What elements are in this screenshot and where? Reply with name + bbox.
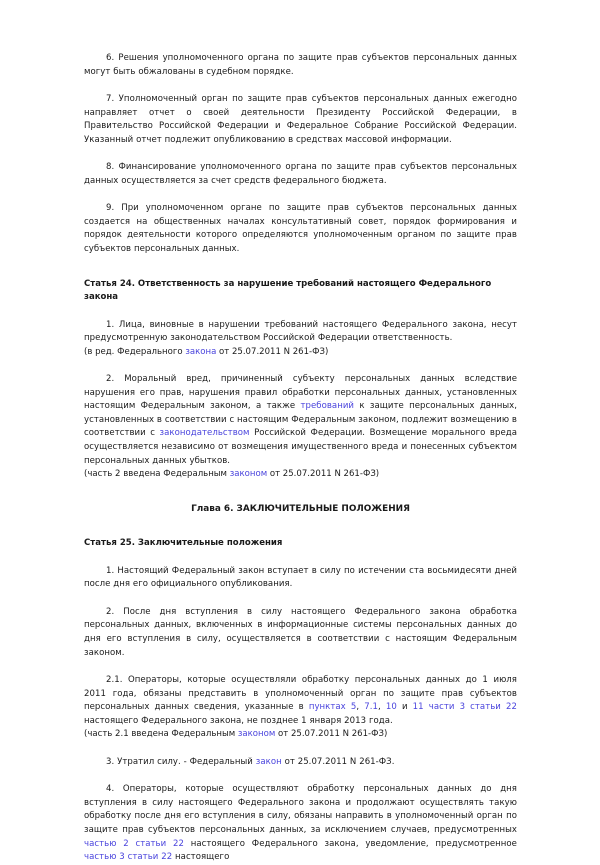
article-25-paragraph-2: 2. После дня вступления в силу настоящего Федерального закона обработка персональных данных, включенных в информационные системы персональных данных до дня его вступления в силу, осуществляется в соответствии с настоящим Федеральным законом.: [84, 606, 517, 658]
paragraph-6: 6. Решения уполномоченного органа по защите прав субъектов персональных данных могут быть обжалованы в судебном порядке.: [84, 53, 517, 77]
link-chastyu-3-stati-22[interactable]: частью 3 статьи 22: [84, 852, 173, 863]
article-25-paragraph-1: 1. Настоящий Федеральный закон вступает в силу по истечении ста восьмидесяти дней после дня его официального опубликования.: [84, 565, 517, 590]
article-24-paragraph-2-amendment-note: [84, 468, 517, 482]
a25-p21-separator-3: и: [396, 702, 413, 713]
amendment-note-prefix: (часть 2 введена Федеральным: [84, 469, 230, 480]
link-chastyu-2-stati-22[interactable]: частью 2 статьи 22: [84, 838, 184, 849]
a24-p2-segment-2: к защите персональных данных, установленных в соответствии с настоящим Федеральным законом, подлежит возмещению в соответствии с: [84, 401, 517, 439]
link-zakona-261fz[interactable]: закона: [185, 346, 217, 357]
a25-p3-prefix: 3. Утратил силу. - Федеральный: [106, 756, 256, 767]
heading-spacer: [84, 530, 517, 537]
link-zakonom-261fz[interactable]: законом: [237, 729, 276, 740]
link-zakon-261fz[interactable]: закон: [255, 756, 282, 767]
amendment-note-suffix: от 25.07.2011 N 261-ФЗ): [216, 346, 329, 357]
amendment-note-suffix: от 25.07.2011 N 261-ФЗ): [275, 729, 388, 740]
link-punkt-10[interactable]: 10: [385, 702, 397, 713]
a25-p3-suffix: от 25.07.2011 N 261-ФЗ.: [281, 756, 395, 767]
article-25-paragraph-3: [84, 756, 517, 770]
article-25-heading: Статья 25. Заключительные положения: [84, 538, 283, 549]
article-24-paragraph-1: 1. Лица, виновные в нарушении требований настоящего Федерального закона, несут предусмотренную законодательством Российской Федерации ответственность.: [84, 319, 517, 344]
a24-p2-segment-3: Российской Федерации. Возмещение морального вреда осуществляется независимо от возмещения имущественного вреда и понесенных субъектом персональных данных убытков.: [84, 428, 517, 466]
amendment-note-prefix: (в ред. Федерального: [84, 346, 186, 357]
section-spacer: [84, 271, 517, 278]
paragraph-7: 7. Уполномоченный орган по защите прав субъектов персональных данных ежегодно направляет отчет о своей деятельности Президенту Российской Федерации, в Правительство Российской Федерации и Федеральное Собрание Российской Федерации. Указанный отчет подлежит опубликованию в средствах массовой информации.: [84, 94, 517, 145]
amendment-note-suffix: от 25.07.2011 N 261-ФЗ): [267, 469, 380, 480]
link-trebovaniy[interactable]: требований: [300, 401, 355, 412]
link-punkt-7-1[interactable]: 7.1: [364, 702, 378, 713]
article-24-paragraph-1-amendment-note: [84, 346, 517, 360]
a25-p21-separator-1: ,: [356, 702, 365, 713]
link-zakonom-261fz[interactable]: законом: [229, 469, 268, 480]
link-punkt-11-chasti-3-stati-22[interactable]: 11 части 3 статьи 22: [412, 702, 517, 713]
paragraph-8: 8. Финансирование уполномоченного органа по защите прав субъектов персональных данных осуществляется за счет средств федерального бюджета.: [84, 162, 517, 186]
link-punkt-5[interactable]: пунктах 5: [308, 702, 357, 713]
amendment-note-prefix: (часть 2.1 введена Федеральным: [84, 729, 238, 740]
document-body: [84, 52, 517, 865]
a24-p2-segment-1: 2. Моральный вред, причиненный субъекту персональных данных вследствие нарушения его прав, нарушения правил обработки персональных данных, установленных настоящим Федеральным законом, а также: [84, 374, 517, 412]
a25-p21-segment-2: настоящего Федерального закона, не позднее 1 января 2013 года.: [84, 715, 393, 726]
article-25-paragraph-4: [84, 783, 517, 864]
article-24-paragraph-2: [84, 373, 517, 468]
article-24-heading: Статья 24. Ответственность за нарушение требований настоящего Федерального закона: [84, 278, 492, 303]
chapter-spacer: [84, 496, 517, 503]
a25-p4-segment-3: настоящего: [172, 852, 230, 863]
a25-p21-segment-1: 2.1. Операторы, которые осуществляли обработку персональных данных до 1 июля 2011 года, обязаны представить в уполномоченный орган по защите прав субъектов персональных данных сведения, указанные в: [84, 675, 517, 713]
chapter-6-heading: Глава 6. ЗАКЛЮЧИТЕЛЬНЫЕ ПОЛОЖЕНИЯ: [191, 503, 410, 514]
paragraph-9: 9. При уполномоченном органе по защите прав субъектов персональных данных создается на общественных началах консультативный совет, порядок формирования и порядок деятельности которого определяются уполномоченным органом по защите прав субъектов персональных данных.: [84, 203, 517, 255]
a25-p4-segment-2: настоящего Федерального закона, уведомление, предусмотренное: [183, 838, 517, 849]
link-zakonodatelstvom[interactable]: законодательством: [159, 428, 250, 439]
a25-p21-separator-2: ,: [377, 702, 386, 713]
article-25-paragraph-2-1: [84, 674, 517, 728]
article-25-paragraph-2-1-amendment-note: [84, 728, 517, 742]
a25-p4-segment-1: 4. Операторы, которые осуществляют обработку персональных данных до дня вступления в силу настоящего Федерального закона и продолжают осуществлять такую обработку после дня его вступления в силу, обязаны направить в уполномоченный орган по защите прав субъектов персональных данных, за исключением случаев, предусмотренных: [84, 784, 517, 835]
